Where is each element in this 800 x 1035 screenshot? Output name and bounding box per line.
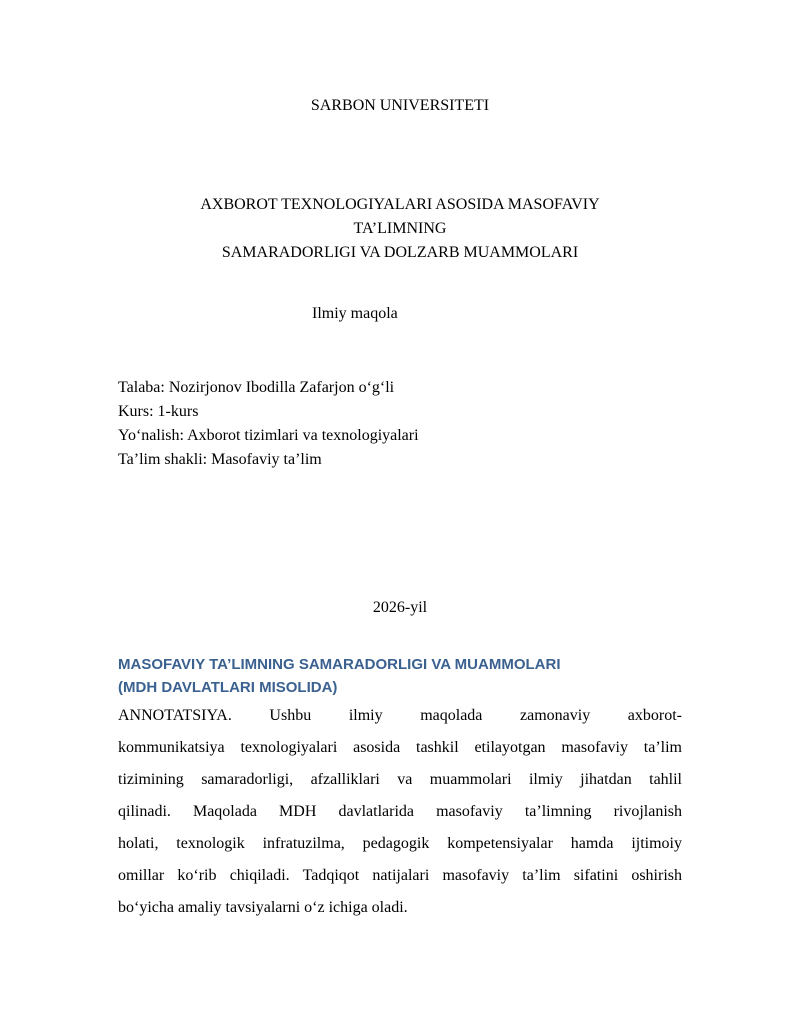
info-course: Kurs: 1-kurs [118,403,199,420]
info-specialty: Yo‘nalish: Axborot tizimlari va texnologiyalari [118,427,419,444]
document-type: Ilmiy maqola [312,305,398,322]
title-line: SAMARADORLIGI VA DOLZARB MUAMMOLARI [221,244,579,261]
article-heading [118,653,561,699]
title-line: AXBOROT TEXNOLOGIYALARI ASOSIDA MASOFAVIY [200,196,600,213]
author-info [118,376,419,472]
abstract-line: omillar ko‘rib chiqiladi. Tadqiqot natijalari masofaviy ta’lim sifatini oshirish [118,867,682,884]
title-line: TA’LIMNING [353,220,447,237]
abstract-line: bo‘yicha amaliy tavsiyalarni o‘z ichiga oladi. [118,899,408,916]
university-name: SARBON UNIVERSITETI [310,97,490,114]
document-title [0,193,800,265]
abstract-line: holati, texnologik infratuzilma, pedagogik kompetensiyalar hamda ijtimoiy [118,835,682,852]
info-student: Talaba: Nozirjonov Ibodilla Zafarjon o‘g‘li [118,379,395,396]
abstract-line: tizimining samaradorligi, afzalliklari va muammolari ilmiy jihatdan tahlil [118,771,682,788]
abstract-line: ANNOTATSIYA. Ushbu ilmiy maqolada zamonaviy axborot- [118,707,682,724]
abstract-paragraph [118,700,682,924]
heading-line: MASOFAVIY TA’LIMNING SAMARADORLIGI VA MUAMMOLARI [118,656,561,673]
abstract-line: kommunikatsiya texnologiyalari asosida tashkil etilayotgan masofaviy ta’lim [118,739,682,756]
abstract-line: qilinadi. Maqolada MDH davlatlarida masofaviy ta’limning rivojlanish [118,803,682,820]
year: 2026-yil [372,599,428,616]
heading-line: (MDH DAVLATLARI MISOLIDA) [118,679,338,696]
info-study-form: Ta’lim shakli: Masofaviy ta’lim [118,451,322,468]
